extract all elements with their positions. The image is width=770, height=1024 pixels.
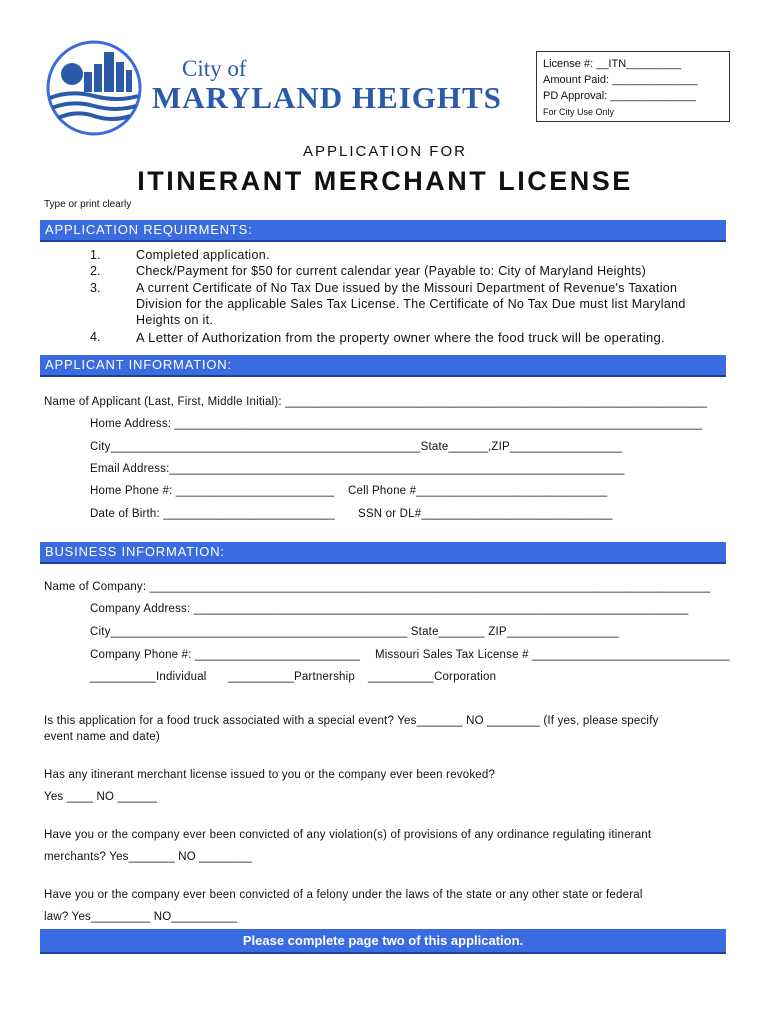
req-text: Check/Payment for $50 for current calendar year (Payable to: City of Maryland Heights) <box>136 264 647 278</box>
ordinance-question: Have you or the company ever been convicted of any violation(s) of provisions of any ordinance regulating itinerant <box>44 829 652 841</box>
req-number: 3. <box>90 281 101 295</box>
food-truck-question[interactable]: Is this application for a food truck associated with a special event? Yes_______ NO ________ (If yes, please specify <box>44 715 659 727</box>
company-phone-field[interactable]: Company Phone #: _________________________ <box>90 649 360 661</box>
city-name-text: MARYLAND HEIGHTS <box>152 80 502 115</box>
sales-tax-license-field[interactable]: Missouri Sales Tax License # ______________________________ <box>375 649 730 661</box>
home-phone-field[interactable]: Home Phone #: ________________________ <box>90 485 335 497</box>
felony-question: Have you or the company ever been convicted of a felony under the laws of the state or any other state or federal <box>44 889 643 901</box>
city-logo <box>44 40 144 136</box>
city-of-text: City of <box>182 56 247 81</box>
requirements-heading: APPLICATION REQUIRMENTS: <box>45 222 253 237</box>
email-field[interactable]: Email Address:_____________________________________________________________________ <box>90 463 625 475</box>
applicant-heading: APPLICANT INFORMATION: <box>45 357 232 372</box>
req-text: Completed application. <box>136 248 270 262</box>
dob-field[interactable]: Date of Birth: __________________________ <box>90 508 335 520</box>
type-print-note: Type or print clearly <box>44 199 132 210</box>
business-heading: BUSINESS INFORMATION: <box>45 544 225 559</box>
office-use-box <box>536 51 730 122</box>
felony-answer-field[interactable]: law? Yes_________ NO__________ <box>44 911 238 923</box>
requirements-banner <box>40 220 726 242</box>
form-title: ITINERANT MERCHANT LICENSE <box>137 166 633 196</box>
req-number: 1. <box>90 248 101 262</box>
amount-paid-field[interactable]: Amount Paid: ______________ <box>543 74 698 86</box>
application-for-heading: APPLICATION FOR <box>303 143 467 160</box>
req-number: 4. <box>90 330 101 344</box>
applicant-city-state-zip-field[interactable]: City_______________________________________________State______,ZIP_________________ <box>90 441 623 453</box>
ordinance-answer-field[interactable]: merchants? Yes_______ NO ________ <box>44 851 253 863</box>
req-text: A current Certificate of No Tax Due issued by the Missouri Department of Revenue's Taxation <box>136 281 678 295</box>
applicant-name-field[interactable]: Name of Applicant (Last, First, Middle Initial): ________________________________________________________________ <box>44 396 708 408</box>
company-name-field[interactable]: Name of Company: _____________________________________________________________________________________ <box>44 581 711 593</box>
business-banner <box>40 542 726 564</box>
pd-approval-field[interactable]: PD Approval: ______________ <box>543 90 696 102</box>
revoked-question: Has any itinerant merchant license issued to you or the company ever been revoked? <box>44 769 496 781</box>
req-text-cont: Division for the applicable Sales Tax License. The Certificate of No Tax Due must list Maryland <box>136 297 686 311</box>
cell-phone-field[interactable]: Cell Phone #_____________________________ <box>348 485 608 497</box>
partnership-option[interactable]: __________Partnership <box>228 671 355 683</box>
food-truck-question-cont: event name and date) <box>44 731 160 743</box>
applicant-banner <box>40 355 726 377</box>
individual-option[interactable]: __________Individual <box>90 671 207 683</box>
city-use-note: For City Use Only <box>543 107 615 117</box>
home-address-field[interactable]: Home Address: ________________________________________________________________________________ <box>90 418 703 430</box>
company-city-state-zip-field[interactable]: City_____________________________________________ State_______ ZIP_________________ <box>90 626 619 638</box>
revoked-answer-field[interactable]: Yes ____ NO ______ <box>44 791 158 803</box>
page-two-note: Please complete page two of this application. <box>40 929 726 954</box>
company-address-field[interactable]: Company Address: ___________________________________________________________________________ <box>90 603 689 615</box>
req-number: 2. <box>90 264 101 278</box>
ssn-dl-field[interactable]: SSN or DL#_____________________________ <box>358 508 613 520</box>
req-text: A Letter of Authorization from the property owner where the food truck will be operating. <box>136 330 665 345</box>
license-number-field[interactable]: License #: __ITN_________ <box>543 58 682 70</box>
req-text-cont: Heights on it. <box>136 313 214 327</box>
corporation-option[interactable]: __________Corporation <box>368 671 497 683</box>
